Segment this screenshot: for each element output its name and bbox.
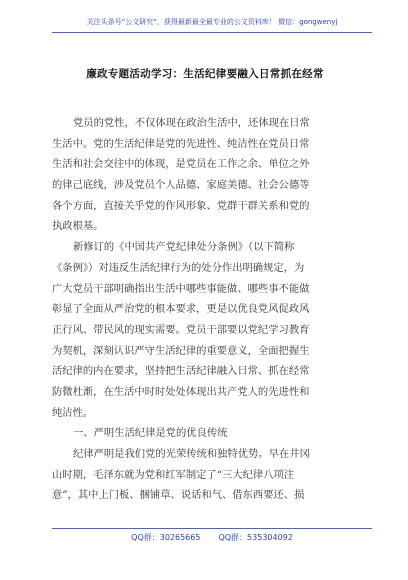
paragraph-line: 活纪律的内在要求，坚持把生活纪律融入日常、抓在经常 [52, 365, 310, 378]
page-footer [52, 528, 372, 547]
paragraph-line: 为契机，深刻认识严守生活纪律的重要意义，全面把握生 [52, 344, 310, 357]
document-title: 廉政专题活动学习：生活纪律要融入日常抓在经常 [86, 68, 324, 80]
paragraph-line: 正行风、带民风的现实需要。党员干部要以党纪学习教育 [52, 323, 310, 336]
qq-group-2: QQ群：535304092 [218, 533, 293, 542]
paragraph-line: 意”，其中上门板、捆铺草、说话和气、借东西要还、损 [52, 489, 305, 502]
paragraph-line: 山时期，毛泽东就为党和红军制定了“三大纪律八项注 [52, 468, 295, 481]
paragraph-line: 各个方面，直接关乎党的作风形象、党群干群关系和党的 [52, 199, 310, 212]
page-header: 关注头条号“公文研究”，获得最新最全最专业的公文资料库！ 微信：gongwenyj [52, 12, 372, 33]
paragraph-line: 纯洁性。 [52, 406, 94, 419]
paragraph-line: 执政根基。 [52, 220, 104, 233]
paragraph-line: 生活中。党的生活纪律是党的先进性、纯洁性在党员日常 [52, 137, 310, 150]
paragraph-line: 《条例》）对违反生活纪律行为的处分作出明确规定，为 [52, 261, 305, 274]
paragraph-line: 的律己底线，涉及党员个人品德、家庭美德、社会公德等 [52, 179, 310, 192]
paragraph-line: 彰显了全面从严治党的根本要求，更是以优良党风促政风 [52, 303, 310, 316]
paragraph-line: 广大党员干部明确指出生活中哪些事能做、哪些事不能做 [52, 282, 310, 295]
section-heading: 一、严明生活纪律是党的优良传统 [73, 427, 228, 440]
paragraph-line: 生活和社会交往中的体现，是党员在工作之余、单位之外 [52, 158, 310, 171]
paragraph-line: 党员的党性，不仅体现在政治生活中，还体现在日常 [73, 117, 310, 129]
paragraph-line: 纪律严明是我们党的光荣传统和独特优势。早在井冈 [73, 448, 310, 460]
paragraph-line: 防微杜渐，在生活中时时处处体现出共产党人的先进性和 [52, 385, 310, 398]
document-body [52, 113, 358, 506]
qq-group-1: QQ群：30265665 [131, 533, 201, 542]
paragraph-line: 新修订的《中国共产党纪律处分条例》（以下简称 [73, 241, 295, 254]
